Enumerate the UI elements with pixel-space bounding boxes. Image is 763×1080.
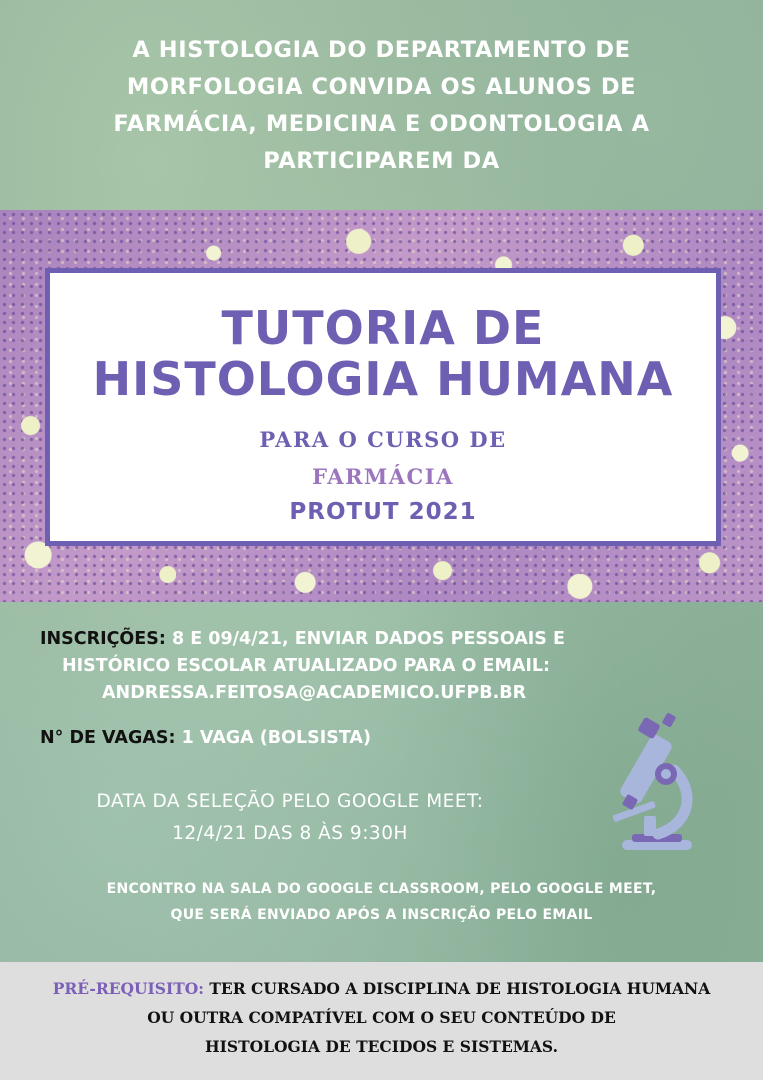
registration-info — [40, 626, 740, 707]
intro-text — [0, 32, 763, 180]
vacancies-value: 1 VAGA (BOLSISTA) — [175, 728, 371, 748]
prerequisite-label: PRÉ-REQUISITO: — [52, 979, 204, 998]
prerequisite-line-2: OU OUTRA COMPATÍVEL COM O SEU CONTEÚDO DE — [147, 1008, 616, 1027]
intro-line-2: MORFOLOGIA CONVIDA OS ALUNOS DE — [126, 74, 637, 100]
selection-info — [60, 786, 520, 850]
microscope-icon — [600, 712, 700, 854]
prerequisite-line-3: HISTOLOGIA DE TECIDOS E SISTEMAS. — [205, 1037, 558, 1056]
intro-line-3: FARMÁCIA, MEDICINA E ODONTOLOGIA A — [113, 111, 650, 137]
subtitle: PARA O CURSO DE — [259, 427, 507, 452]
intro-line-1: A HISTOLOGIA DO DEPARTAMENTO DE — [132, 37, 631, 63]
main-title — [50, 303, 716, 405]
vacancies-info — [40, 728, 371, 748]
registration-line-2: HISTÓRICO ESCOLAR ATUALIZADO PARA O EMAIL: — [62, 656, 551, 676]
registration-label: INSCRIÇÕES: — [40, 629, 166, 649]
title-line-1: TUTORIA DE — [221, 301, 545, 355]
registration-email: ANDRESSA.FEITOSA@ACADEMICO.UFPB.BR — [102, 683, 527, 703]
registration-dates: 8 E 09/4/21, ENVIAR DADOS PESSOAIS E — [165, 629, 565, 649]
course-name: FARMÁCIA — [312, 464, 454, 489]
title-card — [45, 268, 721, 546]
prerequisite-footer — [0, 962, 763, 1080]
prerequisite-line-1 — [0, 974, 763, 1003]
vacancies-label: N° DE VAGAS: — [40, 728, 176, 748]
prerequisite-text-1: TER CURSADO A DISCIPLINA DE HISTOLOGIA HUMANA — [204, 979, 711, 998]
selection-line-2: 12/4/21 DAS 8 ÀS 9:30H — [172, 823, 408, 844]
meeting-line-1: ENCONTRO NA SALA DO GOOGLE CLASSROOM, PELO GOOGLE MEET, — [106, 881, 657, 897]
program-name: PROTUT 2021 — [289, 499, 477, 525]
meeting-info — [0, 876, 763, 928]
selection-line-1: DATA DA SELEÇÃO PELO GOOGLE MEET: — [96, 791, 484, 812]
intro-line-4: PARTICIPAREM DA — [263, 148, 500, 174]
title-line-2: HISTOLOGIA HUMANA — [92, 352, 674, 406]
meeting-line-2: QUE SERÁ ENVIADO APÓS A INSCRIÇÃO PELO EMAIL — [170, 907, 593, 923]
